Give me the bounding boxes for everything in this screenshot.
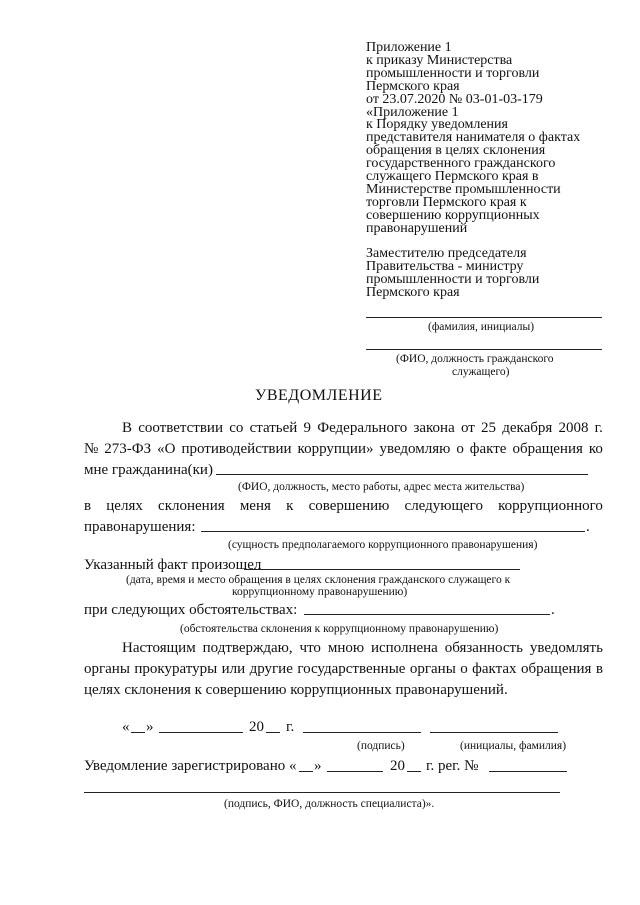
p2-end-period: . <box>586 519 590 535</box>
p5-line2 <box>84 660 603 678</box>
addressee-name-line[interactable] <box>366 317 602 318</box>
reg-label: Уведомление зарегистрировано « <box>84 758 297 774</box>
word: к <box>286 498 294 514</box>
caption-fact-1: (дата, время и место обращения в целях склонения гражданского служащего к <box>126 574 511 586</box>
annex-line: «Приложение 1 <box>366 104 459 120</box>
reg-year-line[interactable] <box>407 771 421 772</box>
word: совершению <box>308 498 390 514</box>
sig-year-line[interactable] <box>266 732 280 733</box>
reg-year-prefix: 20 <box>390 758 405 774</box>
sender-fio-line[interactable] <box>366 349 602 350</box>
word: в <box>84 498 92 514</box>
caption-initials: (инициалы, фамилия) <box>460 740 567 752</box>
p4-end-period: . <box>551 602 555 618</box>
caption-fact-2: коррупционному правонарушению) <box>232 586 408 598</box>
caption-sign: (подпись) <box>357 740 405 752</box>
caption-fio-2: служащего) <box>452 366 510 378</box>
word: о <box>456 441 464 457</box>
addressee-line: Заместителю председателя <box>366 246 527 261</box>
sig-month-line[interactable] <box>159 732 243 733</box>
document-title: УВЕДОМЛЕНИЕ <box>255 387 383 404</box>
word: факте <box>469 441 507 457</box>
word: другие <box>249 661 293 677</box>
p2-line2: правонарушения: <box>84 519 196 535</box>
p2-line1 <box>84 497 603 515</box>
p1-line1 <box>122 419 603 437</box>
word: органы <box>84 661 130 677</box>
p1-line2 <box>84 440 603 458</box>
caption-circumstances: (обстоятельства склонения к коррупционному правонарушению) <box>180 623 499 635</box>
word: о <box>460 661 468 677</box>
word: закона <box>413 420 455 436</box>
sig-year-prefix: 20 <box>249 719 264 735</box>
sig-signature-line[interactable] <box>303 732 421 733</box>
circumstances-line[interactable] <box>304 614 550 615</box>
word: ко <box>588 441 603 457</box>
word: склонения <box>158 498 225 514</box>
word: Федерального <box>317 420 408 436</box>
caption-essence: (сущность предполагаемого коррупционного правонарушения) <box>228 539 538 551</box>
word: 9 <box>303 420 312 436</box>
sig-initials-line[interactable] <box>430 732 558 733</box>
word: соответствии <box>138 420 223 436</box>
sig-year-suffix: г. <box>286 719 295 735</box>
word: обязанность <box>444 640 523 656</box>
word: меня <box>239 498 271 514</box>
word: обращения <box>520 661 592 677</box>
reg-month-line[interactable] <box>327 771 383 772</box>
p1-line3: мне гражданина(ки) <box>84 462 213 478</box>
word: 25 <box>481 420 497 436</box>
reg-day-line[interactable] <box>299 771 313 772</box>
reg-number-line[interactable] <box>489 771 567 772</box>
fact-date-line[interactable] <box>244 569 520 570</box>
word: обращения <box>512 441 583 457</box>
word: прокуратуры <box>134 661 218 677</box>
p5-line1 <box>122 639 603 657</box>
addressee-line: Правительства - министру <box>366 259 524 274</box>
word: коррупционного <box>498 498 603 514</box>
word: «О <box>157 441 176 457</box>
annex-line: от 23.07.2020 № 03-01-03-179 <box>366 91 543 107</box>
word: что <box>299 640 321 656</box>
annex-line: Министерстве промышленности <box>366 181 561 197</box>
word: противодействии <box>181 441 292 457</box>
word: Настоящим <box>122 640 196 656</box>
word: уведомлять <box>529 640 603 656</box>
specialist-line[interactable] <box>84 792 560 793</box>
caption-citizen: (ФИО, должность, место работы, адрес места жительства) <box>238 481 525 493</box>
word: в <box>595 661 603 677</box>
word: декабря <box>502 420 553 436</box>
caption-name: (фамилия, инициалы) <box>428 321 535 333</box>
word: подтверждаю, <box>202 640 293 656</box>
p4-line: при следующих обстоятельствах: <box>84 602 298 618</box>
reg-quote-close: » <box>314 758 322 774</box>
sig-day-line[interactable] <box>131 732 145 733</box>
sig-quote-close: » <box>146 719 154 735</box>
annex-line: совершению коррупционных <box>366 207 540 223</box>
word: государственные <box>297 661 406 677</box>
word: исполнена <box>370 640 438 656</box>
word: со <box>229 420 244 436</box>
annex-line: обращения в целях склонения <box>366 143 546 159</box>
word: целях <box>106 498 143 514</box>
word: уведомляю <box>379 441 451 457</box>
sig-quote-open: « <box>122 719 130 735</box>
addressee-line: промышленности и торговли <box>366 272 540 287</box>
word: фактах <box>472 661 517 677</box>
annex-line: служащего Пермского края в <box>366 169 539 184</box>
word: или <box>221 661 246 677</box>
addressee-line: Пермского края <box>366 285 460 300</box>
caption-specialist: (подпись, ФИО, должность специалиста)». <box>224 798 435 810</box>
word: 273-ФЗ <box>104 441 152 457</box>
p3-line: Указанный факт произошел <box>84 557 262 573</box>
word: 2008 <box>558 420 589 436</box>
word: № <box>84 441 99 457</box>
reg-number-label: г. рег. № <box>426 758 479 774</box>
annex-line: Приложение 1 <box>366 40 452 55</box>
p5-line3: целях склонения к совершению коррупционных правонарушений. <box>84 682 508 698</box>
offense-essence-line[interactable] <box>201 531 585 532</box>
annex-line: государственного гражданского <box>366 156 556 172</box>
annex-line: промышленности и торговли <box>366 65 540 81</box>
annex-line: правонарушений <box>366 220 468 236</box>
caption-fio-1: (ФИО, должность гражданского <box>396 353 554 365</box>
word: органы <box>409 661 456 677</box>
annex-line: представителя нанимателя о фактах <box>366 130 581 146</box>
word: г. <box>594 420 603 436</box>
word: статьей <box>249 420 298 436</box>
word: от <box>460 420 475 436</box>
word: следующего <box>404 498 483 514</box>
annex-line: к приказу Министерства <box>366 52 513 68</box>
annex-line: Пермского края <box>366 78 460 94</box>
word: коррупции» <box>297 441 374 457</box>
annex-line: к Порядку уведомления <box>366 117 508 133</box>
word: В <box>122 420 133 436</box>
word: мною <box>327 640 365 656</box>
annex-line: торговли Пермского края к <box>366 194 527 210</box>
citizen-fio-line[interactable] <box>216 474 588 475</box>
